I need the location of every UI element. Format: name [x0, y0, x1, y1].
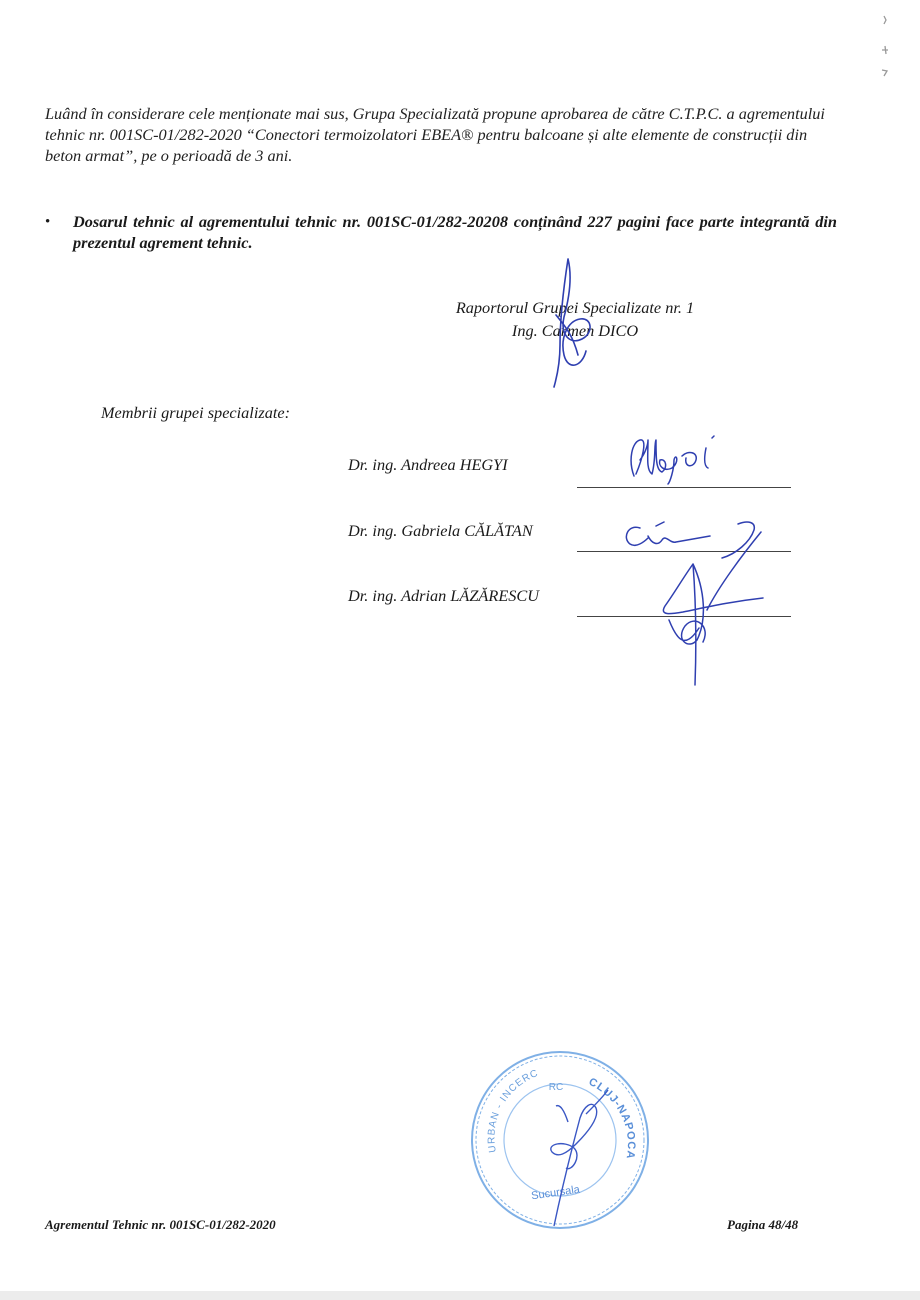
organization-stamp: [468, 1048, 652, 1232]
intro-paragraph: Luând în considerare cele menționate mai sus, Grupa Specializată propune aprobarea de către C.T.P.C. a agrementului tehnic nr. 001SC-01/282-2020 “Conectori termoizolatori EBEA® pentru balcoane și alte elemente de construcții din beton armat”, pe o perioadă de 3 ani.: [45, 104, 825, 165]
members-heading: Membrii grupei specializate:: [101, 403, 291, 422]
member-name-calatan: Dr. ing. Gabriela CĂLĂTAN: [348, 521, 533, 540]
hegyi-signature: [618, 430, 738, 485]
bullet-symbol: •: [45, 214, 51, 230]
stamp-text-bottom: Sucursala: [530, 1183, 581, 1203]
signature-line: [577, 487, 791, 488]
bullet-text: Dosarul tehnic al agrementului tehnic nr. 001SC-01/282-20208 conținând 227 pagini face parte integrantă din prezentul agrement tehnic.: [73, 212, 837, 252]
member-name-lazarescu: Dr. ing. Adrian LĂZĂRESCU: [348, 586, 540, 605]
lazarescu-signature: [655, 530, 770, 690]
stamp-text-top: URBAN - INCERC: [486, 1067, 541, 1154]
rapporteur-name: Ing. Carmen DICO: [511, 321, 639, 340]
bullet-item: [45, 211, 837, 253]
footer-page-number: Pagina 48/48: [727, 1217, 799, 1232]
rapporteur-signature: [520, 255, 630, 390]
scan-bottom-edge: [0, 1291, 920, 1300]
stamp-text-right: CLUJ-NAPOCA: [586, 1075, 637, 1161]
rapporteur-title: Raportorul Grupei Specializate nr. 1: [455, 298, 695, 317]
member-name-hegyi: Dr. ing. Andreea HEGYI: [348, 455, 508, 474]
scan-margin-marks: [872, 10, 896, 80]
footer-document-id: Agrementul Tehnic nr. 001SC-01/282-2020: [45, 1217, 276, 1232]
stamp-text-center: RC: [548, 1082, 564, 1093]
